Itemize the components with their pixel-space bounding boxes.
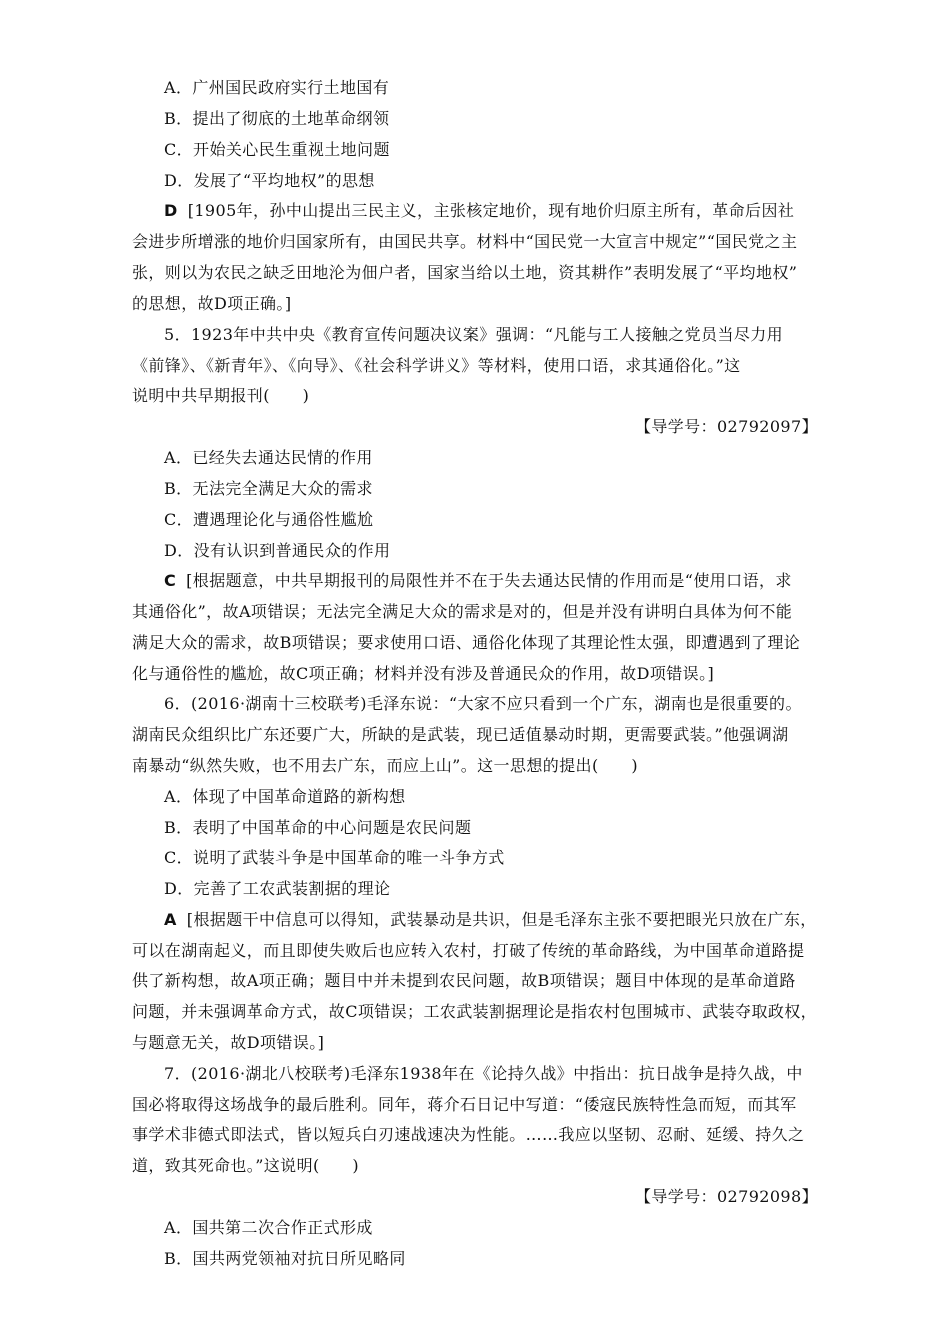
q4-option-c: C．开始关心民生重视土地问题	[164, 140, 390, 159]
q7-guide-number: 【导学号：02792098】	[634, 1187, 818, 1206]
q5-explanation-line-3: 满足大众的需求，故B项错误；要求使用口语、通俗化体现了其理论性太强，即遭遇到了理论	[132, 633, 801, 652]
q5-option-d: D．没有认识到普通民众的作用	[164, 541, 391, 560]
q4-option-a: A．广州国民政府实行土地国有	[164, 78, 390, 97]
q6-stem-line-1: 6．(2016·湖南十三校联考)毛泽东说：“大家不应只看到一个广东，湖南也是很重要的。	[164, 694, 802, 713]
q7-stem-line-4: 道，致其死命也。”这说明( )	[132, 1156, 360, 1175]
q7-option-a: A．国共第二次合作正式形成	[164, 1218, 373, 1237]
q4-explanation-line-1: [1905年，孙中山提出三民主义，主张核定地价，现有地价归原主所有，革命后因社	[187, 201, 795, 220]
q5-guide-number: 【导学号：02792097】	[634, 417, 818, 436]
q4-answer-letter: D	[164, 201, 178, 220]
q4-option-b: B．提出了彻底的土地革命纲领	[164, 109, 390, 128]
q7-stem-line-1: 7．(2016·湖北八校联考)毛泽东1938年在《论持久战》中指出：抗日战争是持久战，中	[164, 1064, 803, 1083]
q6-option-c: C．说明了武装斗争是中国革命的唯一斗争方式	[164, 848, 505, 867]
q5-option-a: A．已经失去通达民情的作用	[164, 448, 373, 467]
q4-explanation-line-3: 张，则以为农民之缺乏田地沦为佃户者，国家当给以土地，资其耕作”表明发展了“平均地权”	[132, 263, 798, 282]
q7-stem-line-3: 事学术非德式即法式，皆以短兵白刃速战速决为性能。……我应以坚韧、忍耐、延缓、持久之	[132, 1125, 805, 1144]
q5-option-c: C．遭遇理论化与通俗性尴尬	[164, 510, 374, 529]
q6-option-d: D．完善了工农武装割据的理论	[164, 879, 391, 898]
q4-answer-line	[164, 200, 794, 222]
q5-answer-letter: C	[164, 571, 177, 590]
q5-explanation-line-4: 化与通俗性的尴尬，故C项正确；材料并没有涉及普通民众的作用，故D项错误。]	[132, 664, 715, 683]
q6-option-a: A．体现了中国革命道路的新构想	[164, 787, 406, 806]
q6-option-b: B．表明了中国革命的中心问题是农民问题	[164, 818, 472, 837]
q5-option-b: B．无法完全满足大众的需求	[164, 479, 373, 498]
q6-answer-letter: A	[164, 910, 177, 929]
q5-explanation-line-2: 其通俗化”，故A项错误；无法完全满足大众的需求是对的，但是并没有讲明白具体为何不能	[132, 602, 793, 621]
q6-explanation-line-1: [根据题干中信息可以得知，武装暴动是共识，但是毛泽东主张不要把眼光只放在广东，	[186, 910, 817, 929]
q6-explanation-line-2: 可以在湖南起义，而且即使失败后也应转入农村，打破了传统的革命路线，为中国革命道路提	[132, 941, 805, 960]
q5-answer-line	[164, 570, 792, 592]
q5-stem-line-2: 《前锋》、《新青年》、《向导》、《社会科学讲义》等材料，使用口语，求其通俗化。”这	[132, 356, 741, 375]
q4-explanation-line-2: 会进步所增涨的地价归国家所有，由国民共享。材料中“国民党一大宣言中规定”“国民党之主	[132, 232, 798, 251]
q6-stem-line-3: 南暴动“纵然失败，也不用去广东，而应上山”。这一思想的提出( )	[132, 756, 639, 775]
q7-stem-line-2: 国必将取得这场战争的最后胜利。同年，蒋介石日记中写道：“倭寇民族特性急而短，而其军	[132, 1095, 797, 1114]
q6-explanation-line-5: 与题意无关，故D项错误。]	[132, 1033, 325, 1052]
q5-stem-line-1: 5．1923年中共中央《教育宣传问题决议案》强调：“凡能与工人接触之党员当尽力用	[164, 325, 784, 344]
q5-explanation-line-1: [根据题意，中共早期报刊的局限性并不在于失去通达民情的作用而是“使用口语，求	[186, 571, 792, 590]
q6-stem-line-2: 湖南民众组织比广东还要广大，所缺的是武装，现已适值暴动时期，更需要武装。”他强调湖	[132, 725, 789, 744]
q6-explanation-line-3: 供了新构想，故A项正确；题目中并未提到农民问题，故B项错误；题目中体现的是革命道路	[132, 971, 796, 990]
q6-explanation-line-4: 问题，并未强调革命方式，故C项错误；工农武装割据理论是指农村包围城市、武装夺取政权，	[132, 1002, 818, 1021]
q4-option-d: D．发展了“平均地权”的思想	[164, 171, 375, 190]
q6-answer-line	[164, 909, 817, 931]
q5-stem-line-3: 说明中共早期报刊( )	[132, 386, 310, 405]
q4-explanation-line-4: 的思想，故D项正确。]	[132, 294, 292, 313]
q7-option-b: B．国共两党领袖对抗日所见略同	[164, 1249, 406, 1268]
